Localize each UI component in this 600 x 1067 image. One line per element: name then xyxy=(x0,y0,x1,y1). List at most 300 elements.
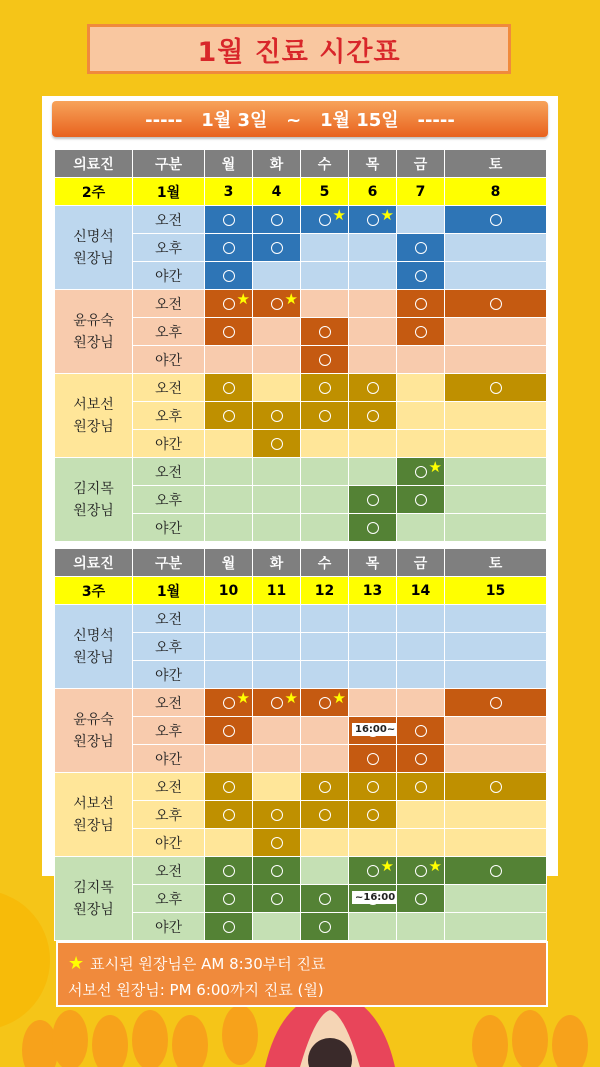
schedule-cell xyxy=(205,262,253,290)
circle-icon xyxy=(415,753,427,765)
schedule-cell xyxy=(205,486,253,514)
circle-icon xyxy=(271,410,283,422)
header-cell: 의료진 xyxy=(55,150,133,178)
schedule-cell xyxy=(445,346,547,374)
notice-box xyxy=(56,941,548,1007)
schedule-cell xyxy=(205,234,253,262)
schedule-cell xyxy=(301,206,349,234)
schedule-cell xyxy=(205,661,253,689)
schedule-cell xyxy=(397,234,445,262)
schedule-row xyxy=(55,857,547,885)
period-label: 오후 xyxy=(133,885,205,913)
header-cell: 금 xyxy=(397,150,445,178)
star-icon: ★ xyxy=(380,857,394,875)
schedule-cell xyxy=(301,458,349,486)
circle-icon xyxy=(271,837,283,849)
circle-icon xyxy=(319,326,331,338)
schedule-cell xyxy=(301,829,349,857)
schedule-cell xyxy=(349,633,397,661)
period-label: 야간 xyxy=(133,913,205,941)
circle-icon xyxy=(319,410,331,422)
schedule-cell xyxy=(301,885,349,913)
schedule-cell xyxy=(445,885,547,913)
schedule-cell xyxy=(205,801,253,829)
circle-icon xyxy=(415,270,427,282)
schedule-cell xyxy=(205,829,253,857)
schedule-cell xyxy=(349,745,397,773)
schedule-cell xyxy=(445,801,547,829)
doctor-name-line: 서보선 xyxy=(73,795,114,812)
schedule-cell xyxy=(253,262,301,290)
circle-icon xyxy=(223,865,235,877)
period-label: 오전 xyxy=(133,290,205,318)
schedule-cell xyxy=(205,773,253,801)
schedule-cell xyxy=(205,374,253,402)
schedule-cell xyxy=(253,661,301,689)
schedule-cell xyxy=(445,458,547,486)
circle-icon xyxy=(223,893,235,905)
circle-icon xyxy=(319,893,331,905)
schedule-cell xyxy=(397,206,445,234)
circle-icon xyxy=(271,214,283,226)
schedule-cell xyxy=(301,689,349,717)
schedule-cell xyxy=(349,661,397,689)
date-cell: 4 xyxy=(253,178,301,206)
date-cell: 7 xyxy=(397,178,445,206)
schedule-cell xyxy=(205,346,253,374)
schedule-cell xyxy=(349,374,397,402)
circle-icon xyxy=(367,865,379,877)
doctor-name xyxy=(55,290,133,374)
circle-icon xyxy=(490,382,502,394)
schedule-cell xyxy=(301,514,349,542)
doctor-name-line: 원장님 xyxy=(73,334,114,351)
schedule-table-week-2 xyxy=(54,149,547,542)
circle-icon xyxy=(319,382,331,394)
schedule-cell xyxy=(445,633,547,661)
schedule-cell xyxy=(349,206,397,234)
schedule-cell xyxy=(253,290,301,318)
circle-icon xyxy=(319,781,331,793)
period-label: 오전 xyxy=(133,605,205,633)
schedule-cell xyxy=(253,913,301,941)
circle-icon xyxy=(367,410,379,422)
header-cell: 화 xyxy=(253,549,301,577)
circle-icon xyxy=(223,326,235,338)
schedule-row xyxy=(55,605,547,633)
schedule-cell xyxy=(397,374,445,402)
date-cell: 15 xyxy=(445,577,547,605)
title-box xyxy=(87,24,511,74)
circle-icon xyxy=(223,270,235,282)
star-icon: ★ xyxy=(380,206,394,224)
schedule-cell xyxy=(445,661,547,689)
schedule-cell xyxy=(301,290,349,318)
doctor-name xyxy=(55,458,133,542)
schedule-cell xyxy=(301,857,349,885)
schedule-cell xyxy=(397,689,445,717)
doctor-name-line: 김지목 xyxy=(73,480,114,497)
circle-icon xyxy=(271,242,283,254)
schedule-cell xyxy=(301,913,349,941)
schedule-cell xyxy=(397,773,445,801)
schedule-cell xyxy=(301,402,349,430)
notice-line-1: 표시된 원장님은 AM 8:30부터 진료 xyxy=(90,955,326,973)
period-label: 오전 xyxy=(133,458,205,486)
date-range: ----- 1월 3일 ~ 1월 15일 ----- xyxy=(145,110,455,131)
circle-icon xyxy=(415,466,427,478)
schedule-cell xyxy=(253,206,301,234)
time-note: ~16:00 xyxy=(352,891,398,904)
circle-icon xyxy=(490,865,502,877)
header-cell: 구분 xyxy=(133,549,205,577)
circle-icon xyxy=(490,298,502,310)
schedule-cell xyxy=(397,717,445,745)
date-cell: 12 xyxy=(301,577,349,605)
star-icon: ★ xyxy=(68,953,85,974)
circle-icon xyxy=(415,298,427,310)
schedule-cell xyxy=(349,689,397,717)
schedule-cell xyxy=(301,486,349,514)
schedule-row xyxy=(55,290,547,318)
schedule-cell xyxy=(301,346,349,374)
date-range-bar xyxy=(52,101,548,137)
doctor-name xyxy=(55,773,133,857)
schedule-row xyxy=(55,206,547,234)
schedule-cell xyxy=(253,402,301,430)
schedule-cell xyxy=(397,402,445,430)
schedule-cell xyxy=(301,234,349,262)
doctor-name-line: 원장님 xyxy=(73,418,114,435)
schedule-cell xyxy=(397,857,445,885)
schedule-cell xyxy=(397,318,445,346)
notice-line-2: 서보선 원장님: PM 6:00까지 진료 (월) xyxy=(68,981,324,999)
circle-icon xyxy=(319,697,331,709)
doctor-name-line: 원장님 xyxy=(73,901,114,918)
schedule-cell xyxy=(205,633,253,661)
schedule-table-week-3 xyxy=(54,548,547,941)
star-icon: ★ xyxy=(284,689,298,707)
schedule-cell xyxy=(301,374,349,402)
schedule-cell xyxy=(349,346,397,374)
doctor-name xyxy=(55,857,133,941)
schedule-cell xyxy=(205,745,253,773)
period-label: 오후 xyxy=(133,633,205,661)
schedule-cell xyxy=(445,689,547,717)
schedule-cell xyxy=(445,486,547,514)
schedule-cell xyxy=(205,689,253,717)
schedule-cell xyxy=(253,689,301,717)
header-cell: 토 xyxy=(445,150,547,178)
date-cell: 5 xyxy=(301,178,349,206)
circle-icon xyxy=(271,298,283,310)
schedule-cell xyxy=(205,430,253,458)
schedule-cell xyxy=(445,514,547,542)
date-cell: 11 xyxy=(253,577,301,605)
circle-icon xyxy=(319,921,331,933)
schedule-cell xyxy=(301,318,349,346)
schedule-cell xyxy=(397,290,445,318)
date-cell: 13 xyxy=(349,577,397,605)
schedule-cell xyxy=(253,829,301,857)
doctor-name-line: 원장님 xyxy=(73,733,114,750)
circle-icon xyxy=(319,214,331,226)
schedule-row xyxy=(55,374,547,402)
circle-icon xyxy=(223,298,235,310)
schedule-cell xyxy=(301,717,349,745)
header-cell: 수 xyxy=(301,150,349,178)
circle-icon xyxy=(223,410,235,422)
circle-icon xyxy=(223,242,235,254)
schedule-cell xyxy=(205,717,253,745)
schedule-cell xyxy=(349,402,397,430)
doctor-name-line: 김지목 xyxy=(73,879,114,896)
circle-icon xyxy=(415,893,427,905)
schedule-cell xyxy=(445,374,547,402)
schedule-cell xyxy=(253,430,301,458)
doctor-name xyxy=(55,689,133,773)
schedule-cell xyxy=(445,430,547,458)
header-row xyxy=(55,150,547,178)
date-cell: 14 xyxy=(397,577,445,605)
period-label: 오후 xyxy=(133,318,205,346)
schedule-cell xyxy=(445,402,547,430)
date-cell: 8 xyxy=(445,178,547,206)
schedule-cell xyxy=(397,633,445,661)
star-icon: ★ xyxy=(428,458,442,476)
circle-icon xyxy=(271,697,283,709)
schedule-cell xyxy=(445,605,547,633)
circle-icon xyxy=(271,809,283,821)
circle-icon xyxy=(223,809,235,821)
star-icon: ★ xyxy=(284,290,298,308)
schedule-cell xyxy=(205,605,253,633)
schedule-row xyxy=(55,689,547,717)
schedule-cell xyxy=(349,458,397,486)
schedule-cell xyxy=(253,234,301,262)
period-label: 오전 xyxy=(133,857,205,885)
schedule-cell xyxy=(397,605,445,633)
star-icon: ★ xyxy=(332,689,346,707)
circle-icon xyxy=(319,809,331,821)
schedule-cell xyxy=(349,430,397,458)
doctor-name-line: 원장님 xyxy=(73,649,114,666)
schedule-cell xyxy=(445,829,547,857)
period-label: 오전 xyxy=(133,689,205,717)
doctor-name-line: 윤유숙 xyxy=(73,711,114,728)
schedule-cell xyxy=(445,206,547,234)
schedule-cell xyxy=(445,857,547,885)
schedule-cell xyxy=(205,913,253,941)
date-row xyxy=(55,178,547,206)
schedule-cell xyxy=(397,885,445,913)
schedule-cell xyxy=(349,290,397,318)
period-label: 오후 xyxy=(133,801,205,829)
circle-icon xyxy=(223,214,235,226)
schedule-cell xyxy=(205,318,253,346)
doctor-name-line: 윤유숙 xyxy=(73,312,114,329)
schedule-cell xyxy=(253,633,301,661)
period-label: 오전 xyxy=(133,374,205,402)
schedule-cell xyxy=(253,857,301,885)
month-label: 1월 xyxy=(133,577,205,605)
schedule-row xyxy=(55,458,547,486)
date-cell: 10 xyxy=(205,577,253,605)
schedule-cell xyxy=(301,633,349,661)
period-label: 야간 xyxy=(133,661,205,689)
schedule-cell xyxy=(301,801,349,829)
period-label: 야간 xyxy=(133,262,205,290)
doctor-name-line: 신명석 xyxy=(73,228,114,245)
schedule-cell xyxy=(397,458,445,486)
schedule-cell xyxy=(253,605,301,633)
schedule-cell xyxy=(205,458,253,486)
schedule-cell xyxy=(445,717,547,745)
schedule-cell xyxy=(301,430,349,458)
schedule-cell xyxy=(253,514,301,542)
header-cell: 월 xyxy=(205,549,253,577)
circle-icon xyxy=(367,781,379,793)
period-label: 야간 xyxy=(133,430,205,458)
circle-icon xyxy=(223,382,235,394)
period-label: 오후 xyxy=(133,717,205,745)
header-cell: 수 xyxy=(301,549,349,577)
header-row xyxy=(55,549,547,577)
schedule-cell xyxy=(253,318,301,346)
schedule-cell xyxy=(397,262,445,290)
schedule-cell xyxy=(205,514,253,542)
circle-icon xyxy=(415,494,427,506)
circle-icon xyxy=(223,697,235,709)
schedule-cell xyxy=(397,346,445,374)
schedule-cell xyxy=(397,661,445,689)
doctor-name-line: 신명석 xyxy=(73,627,114,644)
doctor-name-line: 원장님 xyxy=(73,817,114,834)
circle-icon xyxy=(319,354,331,366)
schedule-cell xyxy=(349,605,397,633)
schedule-cell xyxy=(253,346,301,374)
week-label: 3주 xyxy=(55,577,133,605)
schedule-cell xyxy=(445,773,547,801)
star-icon: ★ xyxy=(428,857,442,875)
schedule-cell xyxy=(205,402,253,430)
schedule-cell xyxy=(301,605,349,633)
schedule-cell xyxy=(397,801,445,829)
schedule-cell xyxy=(397,514,445,542)
schedule-cell xyxy=(301,661,349,689)
circle-icon xyxy=(415,242,427,254)
circle-icon xyxy=(415,326,427,338)
schedule-cell xyxy=(397,829,445,857)
week-label: 2주 xyxy=(55,178,133,206)
schedule-cell xyxy=(349,773,397,801)
period-label: 오후 xyxy=(133,402,205,430)
date-cell: 6 xyxy=(349,178,397,206)
schedule-cell xyxy=(349,486,397,514)
schedule-cell xyxy=(349,885,397,913)
period-label: 오전 xyxy=(133,206,205,234)
schedule-cell xyxy=(205,885,253,913)
date-cell: 3 xyxy=(205,178,253,206)
period-label: 야간 xyxy=(133,829,205,857)
circle-icon xyxy=(490,697,502,709)
schedule-cell xyxy=(445,234,547,262)
circle-icon xyxy=(367,753,379,765)
time-note: 16:00~ xyxy=(352,723,398,736)
header-cell: 금 xyxy=(397,549,445,577)
header-cell: 토 xyxy=(445,549,547,577)
header-cell: 목 xyxy=(349,150,397,178)
circle-icon xyxy=(490,214,502,226)
star-icon: ★ xyxy=(332,206,346,224)
schedule-cell xyxy=(205,206,253,234)
schedule-cell xyxy=(349,262,397,290)
doctor-name-line: 서보선 xyxy=(73,396,114,413)
schedule-cell xyxy=(253,458,301,486)
circle-icon xyxy=(367,809,379,821)
schedule-cell xyxy=(301,745,349,773)
schedule-row xyxy=(55,773,547,801)
schedule-cell xyxy=(205,290,253,318)
doctor-name-line: 원장님 xyxy=(73,502,114,519)
doctor-name xyxy=(55,374,133,458)
schedule-cell xyxy=(349,913,397,941)
schedule-cell xyxy=(445,745,547,773)
schedule-cell xyxy=(253,773,301,801)
schedule-cell xyxy=(349,234,397,262)
schedule-cell xyxy=(301,262,349,290)
schedule-cell xyxy=(253,745,301,773)
circle-icon xyxy=(367,522,379,534)
period-label: 야간 xyxy=(133,514,205,542)
period-label: 오전 xyxy=(133,773,205,801)
period-label: 오후 xyxy=(133,234,205,262)
header-cell: 목 xyxy=(349,549,397,577)
circle-icon xyxy=(271,893,283,905)
circle-icon xyxy=(223,781,235,793)
header-cell: 의료진 xyxy=(55,549,133,577)
schedule-cell xyxy=(445,290,547,318)
circle-icon xyxy=(271,438,283,450)
header-cell: 구분 xyxy=(133,150,205,178)
schedule-cell xyxy=(253,374,301,402)
schedule-cell xyxy=(397,745,445,773)
header-cell: 월 xyxy=(205,150,253,178)
circle-icon xyxy=(490,781,502,793)
period-label: 오후 xyxy=(133,486,205,514)
schedule-cell xyxy=(205,857,253,885)
schedule-cell xyxy=(301,773,349,801)
circle-icon xyxy=(223,725,235,737)
schedule-cell xyxy=(253,717,301,745)
period-label: 야간 xyxy=(133,745,205,773)
schedule-cell xyxy=(397,913,445,941)
schedule-cell xyxy=(253,801,301,829)
schedule-cell xyxy=(445,262,547,290)
month-label: 1월 xyxy=(133,178,205,206)
period-label: 야간 xyxy=(133,346,205,374)
circle-icon xyxy=(367,214,379,226)
circle-icon xyxy=(367,494,379,506)
page-title: 1월 진료 시간표 xyxy=(197,36,401,68)
star-icon: ★ xyxy=(236,290,250,308)
star-icon: ★ xyxy=(236,689,250,707)
schedule-cell xyxy=(253,885,301,913)
circle-icon xyxy=(415,865,427,877)
schedule-cell xyxy=(349,829,397,857)
schedule-cell xyxy=(349,717,397,745)
schedule-cell xyxy=(445,318,547,346)
